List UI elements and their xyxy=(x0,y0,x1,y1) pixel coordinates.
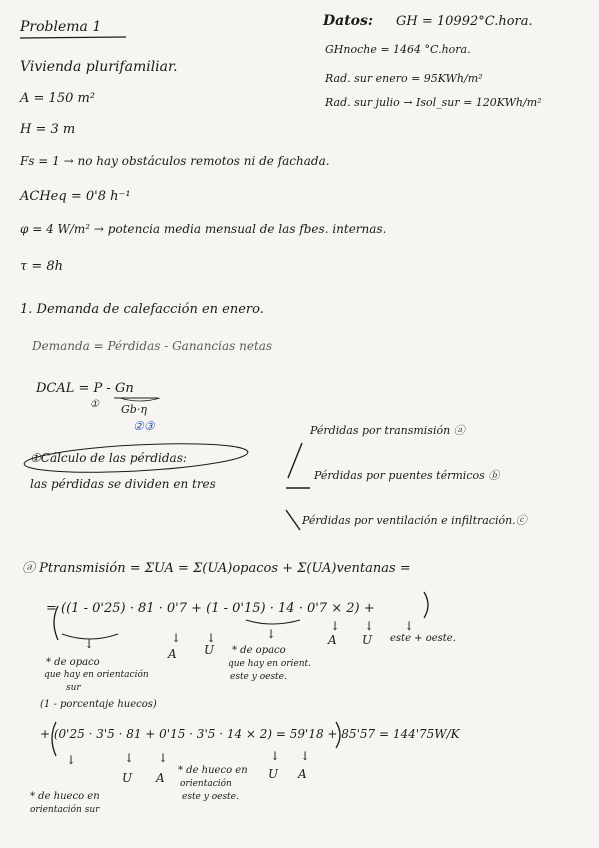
note-hueco-sur-2: orientación sur xyxy=(30,805,100,815)
section-heading: 1. Demanda de calefacción en enero. xyxy=(20,302,264,317)
gb-eta: Gb·η xyxy=(121,403,147,416)
arrow-down-icon: ↓ xyxy=(206,631,217,645)
label-a-1: A xyxy=(168,647,177,661)
arrow-down-icon: ↓ xyxy=(66,753,77,767)
label-u-1: U xyxy=(204,643,215,657)
perdidas-ventilacion: Pérdidas por ventilación e infiltración.ⓒ xyxy=(302,514,527,527)
mark-1: ① xyxy=(90,399,99,410)
note-hueco-sur-1: * de hueco en xyxy=(30,791,100,802)
arrow-down-icon: ↓ xyxy=(124,751,135,765)
area-value: A = 150 m² xyxy=(20,91,96,106)
page-title: Problema 1 xyxy=(20,19,102,35)
altura-value: H = 3 m xyxy=(20,122,76,137)
formula-line-3: + (0'25 · 3'5 · 81 + 0'15 · 3'5 · 14 × 2) = 59'18 + 85'57 = 144'75W/K xyxy=(40,727,460,741)
note-opaco-sur-3: sur xyxy=(66,683,81,693)
arrow-down-icon: ↓ xyxy=(158,751,169,765)
note-opaco-eo-2: que hay en orient. xyxy=(228,659,312,669)
dcal-formula: DCAL = P - Gn xyxy=(36,381,134,396)
note-opaco-eo-3: este y oeste. xyxy=(230,672,287,682)
calculo-perdidas-heading: ①Cálculo de las pérdidas: xyxy=(30,451,187,465)
gh-value: GH = 10992°C.hora. xyxy=(396,14,533,29)
label-u-4: U xyxy=(268,767,279,781)
arrow-down-icon: ↓ xyxy=(266,627,277,641)
note-opaco-sur-1: * de opaco xyxy=(46,657,100,668)
note-opaco-sur-2: que hay en orientación xyxy=(44,670,149,680)
arrow-down-icon: ↓ xyxy=(84,637,95,651)
arrow-down-icon: ↓ xyxy=(404,619,415,633)
acheq-value: ACHeq = 0'8 h⁻¹ xyxy=(20,189,131,204)
note-hueco-eo-2: orientación xyxy=(180,779,232,789)
datos-label: Datos: xyxy=(323,13,374,29)
arrow-down-icon: ↓ xyxy=(270,749,281,763)
demanda-formula: Demanda = Pérdidas - Ganancias netas xyxy=(32,339,273,353)
arrow-down-icon: ↓ xyxy=(330,619,341,633)
phi-text: φ = 4 W/m² → potencia media mensual de las fbes. internas. xyxy=(20,222,387,236)
arrow-down-icon: ↓ xyxy=(300,749,311,763)
formula-line-1: ⓐ Ptransmisión = ΣUA = Σ(UA)opacos + Σ(UA)ventanas = xyxy=(22,561,411,576)
rad-enero-value: Rad. sur enero = 95KWh/m² xyxy=(325,72,483,85)
note-hueco-eo-3: este y oeste. xyxy=(182,792,239,802)
gh-noche-value: GHnoche = 1464 °C.hora. xyxy=(325,43,471,56)
perdidas-puentes: Pérdidas por puentes térmicos ⓑ xyxy=(314,469,500,482)
divide-text: las pérdidas se dividen en tres xyxy=(30,477,216,491)
note-este-oeste: este + oeste. xyxy=(390,633,456,644)
arrow-down-icon: ↓ xyxy=(364,619,375,633)
note-opaco-eo-1: * de opaco xyxy=(232,645,286,656)
rad-julio-value: Rad. sur julio → Isol_sur = 120KWh/m² xyxy=(325,96,542,109)
label-a-4: A xyxy=(298,767,307,781)
label-a-2: A xyxy=(328,633,337,647)
vivienda-text: Vivienda plurifamiliar. xyxy=(20,59,178,75)
mark-2-3: ②③ xyxy=(133,419,155,433)
note-hueco-eo-1: * de hueco en xyxy=(178,765,248,776)
label-a-3: A xyxy=(156,771,165,785)
label-u-3: U xyxy=(122,771,133,785)
tau-value: τ = 8h xyxy=(20,259,63,274)
perdidas-transmision: Pérdidas por transmisión ⓐ xyxy=(310,424,465,437)
formula-line-2: = ((1 - 0'25) · 81 · 0'7 + (1 - 0'15) · 14 · 0'7 × 2) + xyxy=(46,601,375,616)
fs-text: Fs = 1 → no hay obstáculos remotos ni de fachada. xyxy=(20,154,330,168)
note-opaco-sur-4: (1 - porcentaje huecos) xyxy=(40,699,157,710)
arrow-down-icon: ↓ xyxy=(171,631,182,645)
label-u-2: U xyxy=(362,633,373,647)
